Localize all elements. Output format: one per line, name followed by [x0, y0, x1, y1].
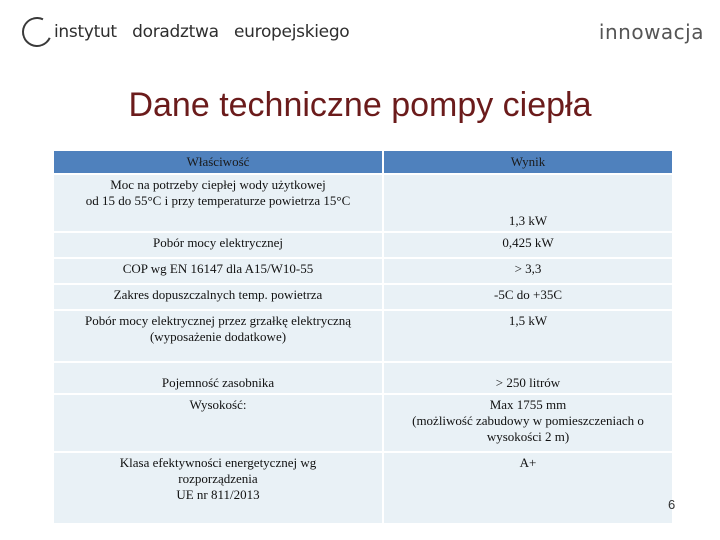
header-property: Właściwość — [54, 151, 383, 174]
row-property: COP wg EN 16147 dla A15/W10-55 — [54, 258, 383, 284]
table-row — [54, 258, 672, 284]
slide-title: Dane techniczne pompy ciepła — [128, 86, 592, 124]
header-value: Wynik — [383, 151, 672, 174]
row-value: 0,425 kW — [383, 232, 672, 258]
row-property: Wysokość: — [54, 394, 383, 452]
row-value: -5C do +35C — [383, 284, 672, 310]
row-value: 1,5 kW — [383, 310, 672, 362]
table-row — [54, 232, 672, 258]
table-row — [54, 362, 672, 394]
table-row — [54, 174, 672, 232]
logo-text: instytut doradztwa europejskiego — [54, 22, 350, 42]
row-property: Pobór mocy elektrycznej przez grzałkę elektryczną (wyposażenie dodatkowe) — [54, 310, 383, 362]
page-number: 6 — [668, 497, 676, 512]
table-row — [54, 310, 672, 362]
table-row — [54, 394, 672, 452]
row-property: Zakres dopuszczalnych temp. powietrza — [54, 284, 383, 310]
row-value: > 3,3 — [383, 258, 672, 284]
logo-c-mark — [18, 13, 56, 51]
tech-data-table — [54, 151, 672, 523]
row-property: Moc na potrzeby ciepłej wody użytkowej od 15 do 55°C i przy temperaturze powietrza 15°C — [54, 174, 383, 232]
logo-innowacja: innowacja — [598, 20, 704, 44]
row-value: A+ — [383, 452, 672, 523]
row-property: Pobór mocy elektrycznej — [54, 232, 383, 258]
logo-instytut — [22, 14, 349, 50]
row-property: Pojemność zasobnika — [54, 362, 383, 394]
row-property: Klasa efektywności energetycznej wg rozporządzenia UE nr 811/2013 — [54, 452, 383, 523]
row-value: > 250 litrów — [383, 362, 672, 394]
table-row — [54, 284, 672, 310]
table-row — [54, 452, 672, 523]
row-value: 1,3 kW — [383, 174, 672, 232]
table-header-row — [54, 151, 672, 174]
row-value: Max 1755 mm (możliwość zabudowy w pomieszczeniach o wysokości 2 m) — [383, 394, 672, 452]
